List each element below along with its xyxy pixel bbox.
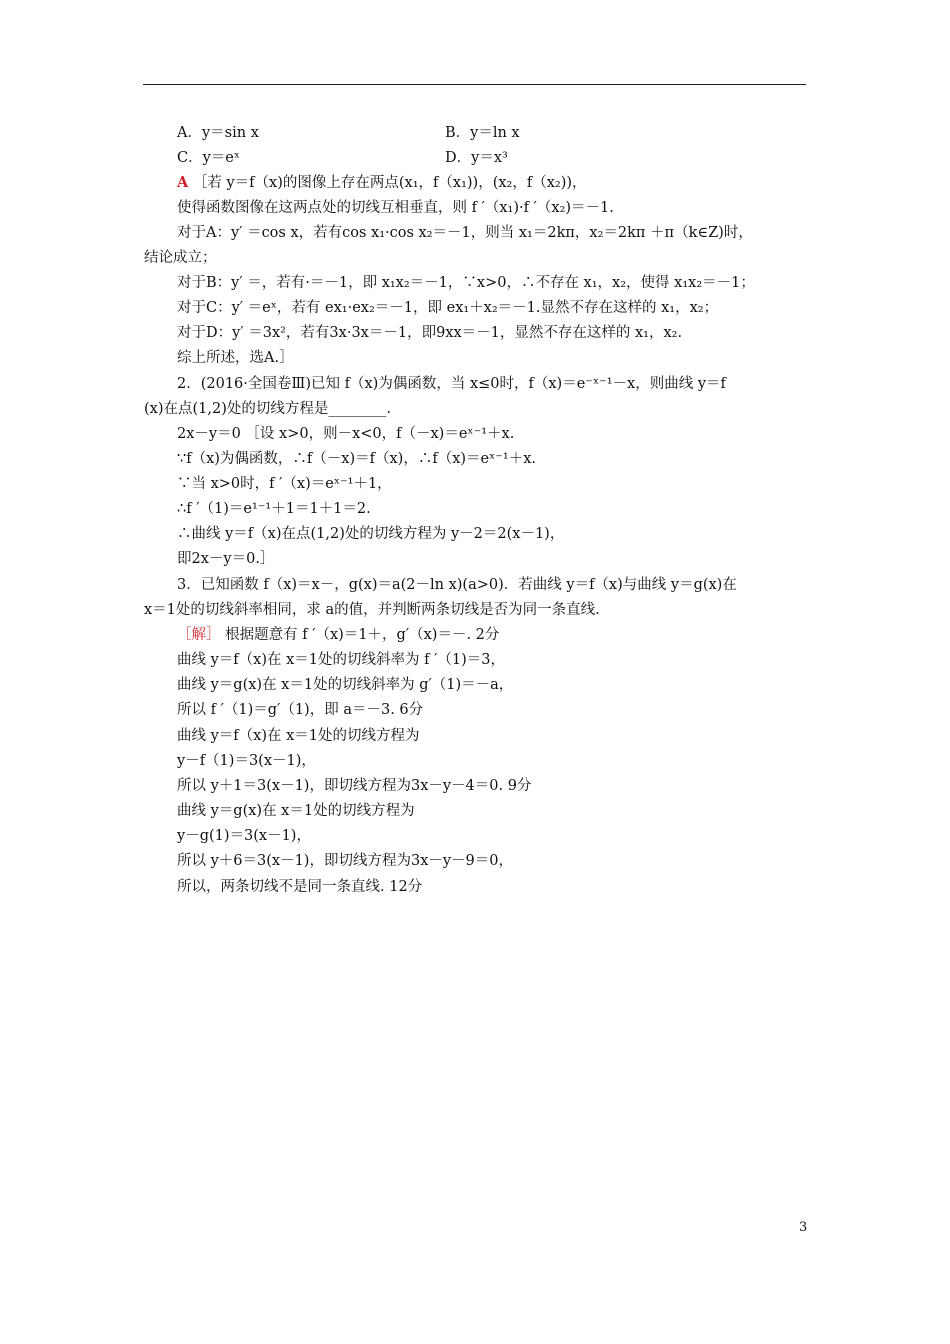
q3-solution-line1 [177,626,499,644]
q3-solution-line8: 曲线 y＝g(x)在 x＝1处的切线方程为 [177,803,415,819]
q2-line2: (x)在点(1,2)处的切线方程是________. [144,401,391,417]
solution1-line3: 对于A：y′ ＝cos x，若有cos x₁·cos x₂＝－1，则当 x₁＝2kπ，x₂＝2kπ ＋π（k∈Z)时， [177,225,753,241]
solution1-line4: 结论成立； [144,250,217,266]
q2-line1: 2．(2016·全国卷Ⅲ)已知 f（x)为偶函数，当 x≤0时，f（x)＝e⁻ˣ⁻¹－x，则曲线 y＝f [177,376,726,392]
q2-answer-line5: ∴曲线 y＝f（x)在点(1,2)处的切线方程为 y－2＝2(x－1)， [177,526,565,542]
q2-answer-line6: 即2x－y＝0.］ [177,551,275,567]
q2-answer-line2: ∵f（x)为偶函数，∴f（－x)＝f（x)，∴f（x)＝eˣ⁻¹＋x. [177,451,537,467]
option-d: D．y＝x³ [445,150,508,166]
option-c: C．y＝eˣ [177,150,241,166]
q3-solution-line6: y－f（1)＝3(x－1)， [177,753,316,769]
q2-answer-line4: ∴f ′（1)＝e¹⁻¹＋1＝1＋1＝2. [177,501,371,517]
header-rule [143,84,806,85]
q3-line1: 3．已知函数 f（x)＝x－，g(x)＝a(2－ln x)(a>0)．若曲线 y＝f（x)与曲线 y＝g(x)在 [177,577,737,593]
solution1-line7: 对于D：y′ ＝3x²，若有3x·3x＝－1，即9xx＝－1，显然不存在这样的 x₁，x₂. [177,325,683,341]
solution1-line8: 综上所述，选A.］ [177,350,294,366]
q2-answer-line1: 2x－y＝0 ［设 x>0，则－x<0，f（－x)＝eˣ⁻¹＋x. [177,426,515,442]
q3-line2: x＝1处的切线斜率相同，求 a的值，并判断两条切线是否为同一条直线. [144,602,600,618]
solution1-line2: 使得函数图像在这两点处的切线互相垂直，则 f ′（x₁)·f ′（x₂)＝－1. [177,200,614,216]
solution1-line6: 对于C：y′ ＝eˣ，若有 ex₁·ex₂＝－1，即 ex₁＋x₂＝－1.显然不存在这样的 x₁，x₂； [177,300,719,316]
q3-solution-line7: 所以 y＋1＝3(x－1)，即切线方程为3x－y－4＝0. 9分 [177,778,532,794]
solution1-line1-text: ［若 y＝f（x)的图像上存在两点(x₁，f（x₁))，(x₂，f（x₂))， [192,175,587,191]
q3-solution-line5: 曲线 y＝f（x)在 x＝1处的切线方程为 [177,728,420,744]
q3-solution-line10: 所以 y＋6＝3(x－1)，即切线方程为3x－y－9＝0， [177,853,514,869]
q3-solution-line3: 曲线 y＝g(x)在 x＝1处的切线斜率为 g′（1)＝－a， [177,677,514,693]
q2-answer-line3: ∵当 x>0时，f ′（x)＝eˣ⁻¹＋1， [177,476,392,492]
answer-label: A [177,174,189,191]
solution1-line5: 对于B：y′ ＝，若有·＝－1，即 x₁x₂＝－1，∵x>0，∴不存在 x₁，x₂，使得 x₁x₂＝－1； [177,275,755,291]
page-number: 3 [799,1220,808,1235]
q3-solution-line4: 所以 f ′（1)＝g′（1)，即 a＝－3. 6分 [177,702,424,718]
q3-solution-line9: y－g(1)＝3(x－1)， [177,828,311,844]
option-a: A．y＝sin x [177,125,259,141]
q3-solution-line11: 所以，两条切线不是同一条直线. 12分 [177,879,423,895]
q3-solution-line2: 曲线 y＝f（x)在 x＝1处的切线斜率为 f ′（1)＝3， [177,652,505,668]
solution1-line1 [177,174,587,192]
option-b: B．y＝ln x [445,125,520,141]
q3-solution-line1-text: 根据题意有 f ′（x)＝1＋，g′（x)＝－. 2分 [220,627,500,643]
solution-tag: ［解］ [177,627,221,643]
